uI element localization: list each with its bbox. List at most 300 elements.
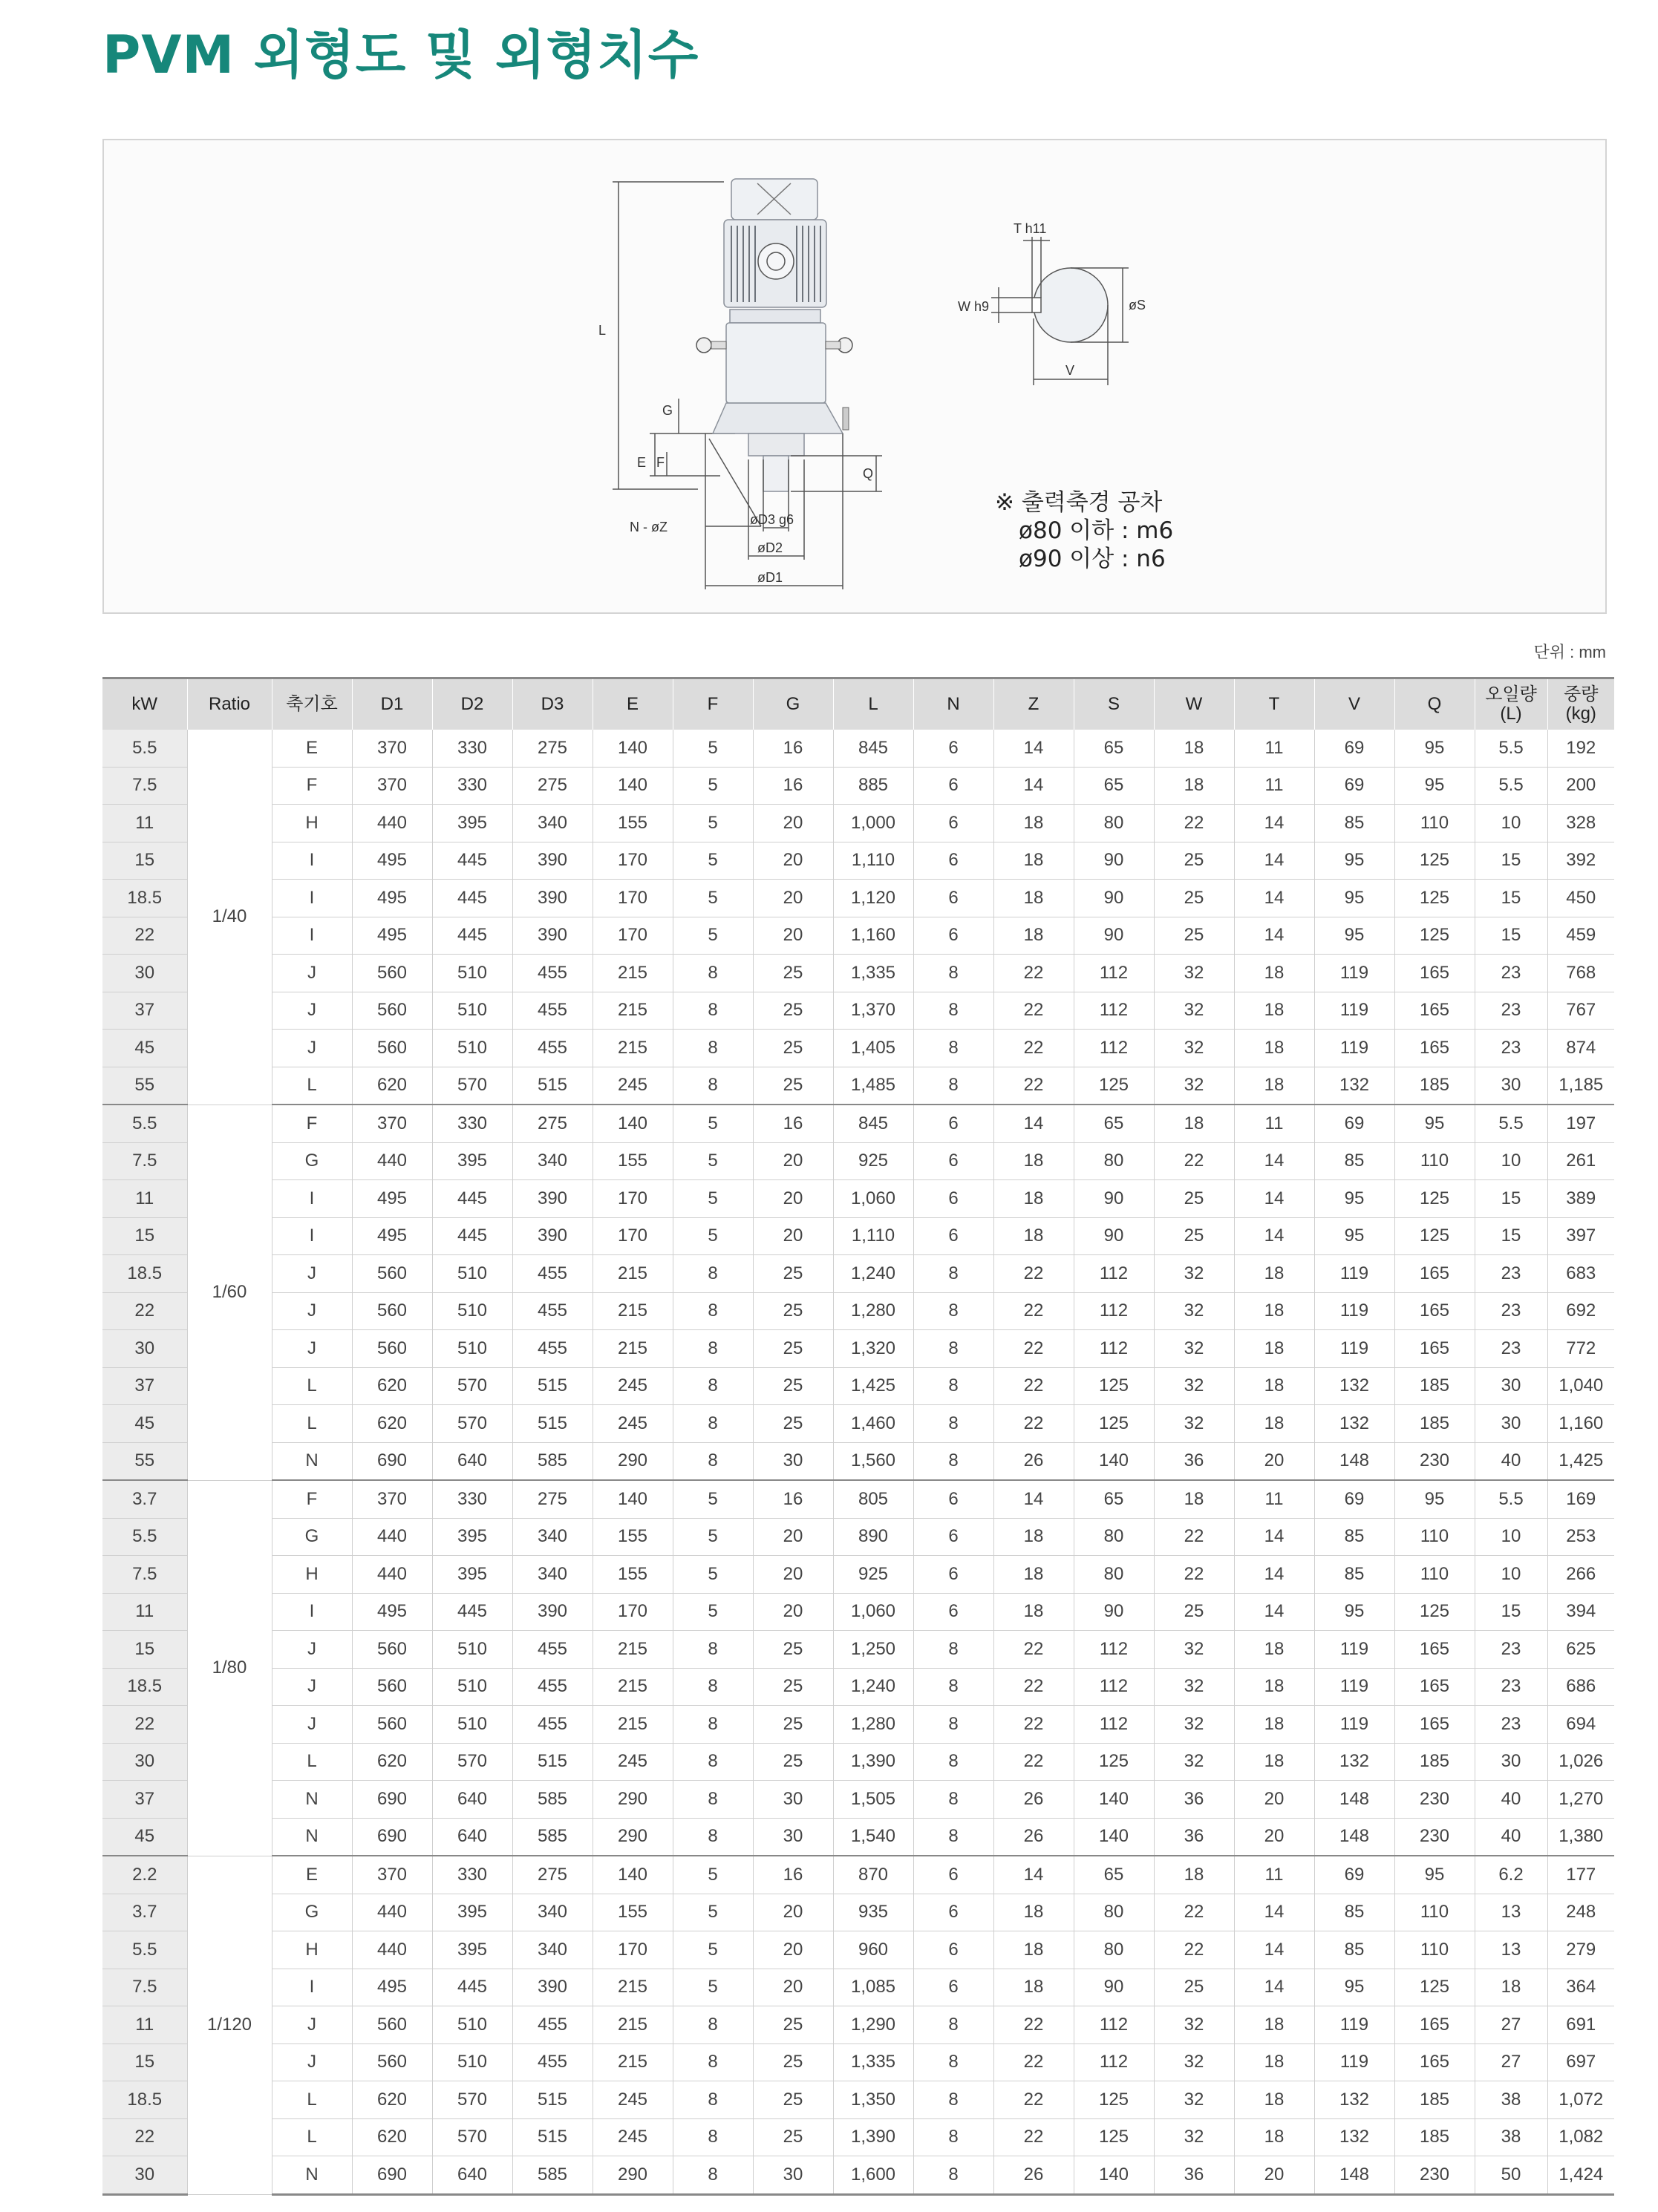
table-cell: 18 [1234, 1668, 1314, 1706]
table-cell: 8 [673, 1743, 753, 1781]
table-cell: 170 [593, 842, 673, 880]
table-cell: 1,240 [833, 1255, 913, 1293]
table-cell: 165 [1394, 2044, 1475, 2081]
kw-cell: 18.5 [102, 1255, 187, 1293]
table-cell: 112 [1074, 1668, 1154, 1706]
kw-cell: 18.5 [102, 1668, 187, 1706]
column-header: Z [993, 678, 1074, 730]
table-cell: 495 [352, 1969, 432, 2006]
table-cell: 275 [512, 730, 593, 767]
table-cell: 570 [432, 1067, 512, 1105]
table-cell: 215 [593, 1330, 673, 1368]
dim-l-label: L [598, 323, 607, 338]
table-cell: 230 [1394, 1818, 1475, 1856]
table-cell: 148 [1314, 1818, 1394, 1856]
table-row [102, 2118, 1614, 2156]
table-cell: 95 [1314, 1180, 1394, 1218]
table-cell: 8 [913, 955, 993, 992]
table-cell: 112 [1074, 955, 1154, 992]
table-cell: 22 [993, 1706, 1074, 1744]
table-cell: 560 [352, 992, 432, 1030]
table-cell: 95 [1394, 1105, 1475, 1142]
table-cell: 620 [352, 1743, 432, 1781]
table-cell: 65 [1074, 730, 1154, 767]
table-cell: I [272, 1217, 352, 1255]
table-cell: 20 [1234, 1818, 1314, 1856]
table-cell: 1,460 [833, 1405, 913, 1443]
table-cell: 148 [1314, 1781, 1394, 1819]
table-cell: 390 [512, 842, 593, 880]
table-cell: 5 [673, 1142, 753, 1180]
table-cell: 69 [1314, 1480, 1394, 1518]
table-cell: 18 [993, 805, 1074, 842]
table-cell: 1,540 [833, 1818, 913, 1856]
table-cell: 23 [1475, 955, 1547, 992]
table-cell: 165 [1394, 1255, 1475, 1293]
table-row [102, 1142, 1614, 1180]
table-cell: 560 [352, 1668, 432, 1706]
table-cell: 1,350 [833, 2081, 913, 2119]
dim-d2-label: øD2 [757, 540, 783, 555]
table-cell: 22 [993, 992, 1074, 1030]
table-cell: 560 [352, 1292, 432, 1330]
table-cell: 5 [673, 917, 753, 955]
table-cell: G [272, 1518, 352, 1556]
table-cell: 691 [1547, 2006, 1614, 2044]
table-cell: 395 [432, 1518, 512, 1556]
table-cell: 8 [913, 1668, 993, 1706]
table-cell: 340 [512, 1556, 593, 1594]
table-cell: 119 [1314, 2006, 1394, 2044]
table-cell: 20 [753, 1894, 833, 1931]
table-cell: 18 [1234, 2081, 1314, 2119]
table-cell: 560 [352, 2006, 432, 2044]
table-cell: 14 [1234, 1142, 1314, 1180]
table-cell: 112 [1074, 2044, 1154, 2081]
table-cell: F [272, 1105, 352, 1142]
table-cell: 1,120 [833, 880, 913, 917]
table-cell: 25 [753, 1255, 833, 1293]
table-cell: 1,085 [833, 1969, 913, 2006]
table-cell: 18 [993, 880, 1074, 917]
table-cell: 570 [432, 1405, 512, 1443]
table-cell: 25 [753, 1330, 833, 1368]
table-cell: 5 [673, 730, 753, 767]
table-cell: 620 [352, 2118, 432, 2156]
table-cell: 694 [1547, 1706, 1614, 1744]
table-cell: 5 [673, 1856, 753, 1894]
table-cell: 32 [1154, 1367, 1234, 1405]
table-cell: 495 [352, 1593, 432, 1631]
table-cell: 6 [913, 1105, 993, 1142]
table-cell: 95 [1314, 1969, 1394, 2006]
column-header: kW [102, 678, 187, 730]
table-cell: 230 [1394, 2156, 1475, 2195]
table-cell: 328 [1547, 805, 1614, 842]
table-cell: 6 [913, 1480, 993, 1518]
table-cell: 8 [913, 2044, 993, 2081]
table-cell: 935 [833, 1894, 913, 1931]
table-cell: 85 [1314, 805, 1394, 842]
table-cell: 390 [512, 1217, 593, 1255]
table-cell: 640 [432, 1781, 512, 1819]
table-cell: 23 [1475, 992, 1547, 1030]
table-cell: 32 [1154, 1255, 1234, 1293]
table-cell: 6 [913, 805, 993, 842]
table-cell: 22 [993, 2081, 1074, 2119]
table-cell: J [272, 992, 352, 1030]
table-cell: 18 [1154, 767, 1234, 805]
table-cell: 510 [432, 2044, 512, 2081]
table-cell: 90 [1074, 1593, 1154, 1631]
table-row [102, 1631, 1614, 1669]
table-cell: H [272, 805, 352, 842]
table-cell: 11 [1234, 1105, 1314, 1142]
table-cell: 22 [993, 955, 1074, 992]
table-cell: 455 [512, 1330, 593, 1368]
table-cell: 215 [593, 1292, 673, 1330]
table-cell: 6 [913, 842, 993, 880]
table-cell: 370 [352, 767, 432, 805]
table-cell: 570 [432, 2118, 512, 2156]
table-cell: 874 [1547, 1030, 1614, 1067]
table-cell: 1,280 [833, 1706, 913, 1744]
table-cell: 125 [1074, 2081, 1154, 2119]
table-cell: 18 [993, 1593, 1074, 1631]
table-cell: 620 [352, 1367, 432, 1405]
table-cell: 18 [1234, 1330, 1314, 1368]
table-cell: 8 [673, 2156, 753, 2195]
table-cell: 18 [1234, 2118, 1314, 2156]
table-cell: 1,485 [833, 1067, 913, 1105]
table-cell: 155 [593, 805, 673, 842]
table-cell: 125 [1394, 1180, 1475, 1218]
table-row [102, 1292, 1614, 1330]
table-cell: 370 [352, 1480, 432, 1518]
table-cell: 8 [673, 955, 753, 992]
table-row [102, 805, 1614, 842]
table-cell: 248 [1547, 1894, 1614, 1931]
table-cell: 620 [352, 2081, 432, 2119]
table-cell: 1,425 [1547, 1442, 1614, 1480]
column-header: 축기호 [272, 678, 352, 730]
table-cell: 14 [1234, 1931, 1314, 1969]
table-cell: 132 [1314, 2081, 1394, 2119]
table-cell: 85 [1314, 1894, 1394, 1931]
table-cell: 170 [593, 1593, 673, 1631]
kw-cell: 22 [102, 2118, 187, 2156]
table-cell: 185 [1394, 1743, 1475, 1781]
table-cell: 215 [593, 1030, 673, 1067]
table-row [102, 1668, 1614, 1706]
table-cell: 90 [1074, 1217, 1154, 1255]
table-cell: L [272, 2081, 352, 2119]
table-cell: 125 [1394, 880, 1475, 917]
table-cell: 110 [1394, 1142, 1475, 1180]
table-cell: 690 [352, 1442, 432, 1480]
table-cell: 112 [1074, 992, 1154, 1030]
table-cell: 80 [1074, 1518, 1154, 1556]
table-cell: 6 [913, 1518, 993, 1556]
table-cell: 30 [1475, 1743, 1547, 1781]
table-cell: 1,370 [833, 992, 913, 1030]
table-cell: 132 [1314, 1067, 1394, 1105]
table-cell: 20 [753, 842, 833, 880]
table-cell: 8 [913, 1706, 993, 1744]
page-title: PVM 외형도 및 외형치수 [102, 24, 699, 85]
table-cell: 18 [993, 1556, 1074, 1594]
table-cell: 25 [753, 2006, 833, 2044]
table-cell: 18 [1234, 1706, 1314, 1744]
table-cell: 515 [512, 1743, 593, 1781]
kw-cell: 30 [102, 1743, 187, 1781]
table-cell: 95 [1314, 1217, 1394, 1255]
column-header: 오일량 (L) [1475, 678, 1547, 730]
table-cell: 119 [1314, 1030, 1394, 1067]
table-cell: 275 [512, 1856, 593, 1894]
table-cell: 155 [593, 1894, 673, 1931]
table-cell: I [272, 917, 352, 955]
table-cell: 340 [512, 1931, 593, 1969]
table-row [102, 880, 1614, 917]
table-cell: 570 [432, 1743, 512, 1781]
table-row [102, 1105, 1614, 1142]
table-cell: 80 [1074, 1556, 1154, 1594]
table-cell: 95 [1394, 767, 1475, 805]
table-cell: 15 [1475, 917, 1547, 955]
table-cell: 925 [833, 1556, 913, 1594]
table-cell: F [272, 1480, 352, 1518]
table-cell: 370 [352, 730, 432, 767]
table-cell: 261 [1547, 1142, 1614, 1180]
table-cell: 870 [833, 1856, 913, 1894]
table-cell: 245 [593, 1367, 673, 1405]
table-cell: 18 [1234, 1405, 1314, 1443]
table-cell: 65 [1074, 1480, 1154, 1518]
table-cell: 215 [593, 1255, 673, 1293]
table-cell: 6.2 [1475, 1856, 1547, 1894]
table-cell: 459 [1547, 917, 1614, 955]
table-cell: E [272, 1856, 352, 1894]
table-cell: N [272, 1818, 352, 1856]
table-cell: 6 [913, 917, 993, 955]
table-cell: 395 [432, 1556, 512, 1594]
table-row [102, 730, 1614, 767]
table-cell: 132 [1314, 2118, 1394, 2156]
table-cell: 8 [673, 1367, 753, 1405]
kw-cell: 30 [102, 2156, 187, 2195]
table-cell: 16 [753, 1105, 833, 1142]
kw-cell: 7.5 [102, 767, 187, 805]
table-cell: 85 [1314, 1556, 1394, 1594]
table-cell: 1,390 [833, 2118, 913, 2156]
table-cell: 69 [1314, 1856, 1394, 1894]
table-cell: 640 [432, 2156, 512, 2195]
table-cell: 215 [593, 955, 673, 992]
table-row [102, 1180, 1614, 1218]
table-cell: 560 [352, 1631, 432, 1669]
table-cell: 620 [352, 1067, 432, 1105]
table-cell: 22 [1154, 805, 1234, 842]
table-cell: 6 [913, 1556, 993, 1594]
table-cell: 119 [1314, 1292, 1394, 1330]
table-cell: 22 [993, 1330, 1074, 1368]
table-cell: 8 [913, 2156, 993, 2195]
table-cell: J [272, 955, 352, 992]
table-cell: 20 [753, 1969, 833, 2006]
table-cell: 245 [593, 2081, 673, 2119]
table-cell: I [272, 842, 352, 880]
table-cell: 30 [1475, 1067, 1547, 1105]
table-cell: 125 [1394, 1593, 1475, 1631]
table-cell: 32 [1154, 1743, 1234, 1781]
table-cell: 625 [1547, 1631, 1614, 1669]
table-cell: 23 [1475, 1330, 1547, 1368]
table-cell: 26 [993, 1781, 1074, 1819]
kw-cell: 3.7 [102, 1894, 187, 1931]
table-cell: 390 [512, 880, 593, 917]
table-cell: 125 [1394, 917, 1475, 955]
table-cell: 14 [1234, 842, 1314, 880]
dim-nz-label: N - øZ [630, 520, 668, 534]
table-cell: 22 [993, 2006, 1074, 2044]
table-cell: 768 [1547, 955, 1614, 992]
table-cell: 125 [1394, 842, 1475, 880]
table-cell: 30 [1475, 1405, 1547, 1443]
table-cell: 18 [993, 1180, 1074, 1218]
table-cell: 26 [993, 1442, 1074, 1480]
table-cell: L [272, 1067, 352, 1105]
table-cell: F [272, 767, 352, 805]
kw-cell: 15 [102, 1631, 187, 1669]
kw-cell: 11 [102, 1593, 187, 1631]
table-row [102, 955, 1614, 992]
column-header: 중량 (kg) [1547, 678, 1614, 730]
table-cell: 177 [1547, 1856, 1614, 1894]
table-cell: 140 [593, 1105, 673, 1142]
column-header: V [1314, 678, 1394, 730]
table-cell: 32 [1154, 1330, 1234, 1368]
table-cell: 455 [512, 1255, 593, 1293]
table-cell: 95 [1314, 842, 1394, 880]
table-cell: 119 [1314, 992, 1394, 1030]
table-cell: 20 [753, 805, 833, 842]
table-cell: 290 [593, 1818, 673, 1856]
table-cell: 397 [1547, 1217, 1614, 1255]
table-row [102, 992, 1614, 1030]
table-cell: 5.5 [1475, 1105, 1547, 1142]
table-cell: 8 [913, 1743, 993, 1781]
table-cell: 32 [1154, 1668, 1234, 1706]
table-cell: N [272, 1442, 352, 1480]
table-cell: 1,390 [833, 1743, 913, 1781]
table-cell: 32 [1154, 1706, 1234, 1744]
table-cell: 5 [673, 1518, 753, 1556]
table-cell: 185 [1394, 1405, 1475, 1443]
table-cell: 20 [1234, 1442, 1314, 1480]
column-header: G [753, 678, 833, 730]
kw-cell: 15 [102, 2044, 187, 2081]
table-row [102, 1931, 1614, 1969]
dim-t-label: T h11 [1014, 221, 1047, 236]
table-cell: 165 [1394, 1668, 1475, 1706]
table-cell: 960 [833, 1931, 913, 1969]
table-cell: 14 [1234, 1593, 1314, 1631]
table-cell: 279 [1547, 1931, 1614, 1969]
table-cell: 90 [1074, 842, 1154, 880]
table-cell: 370 [352, 1105, 432, 1142]
table-cell: 25 [753, 2044, 833, 2081]
kw-cell: 55 [102, 1067, 187, 1105]
tolerance-note [995, 488, 1173, 573]
kw-cell: 22 [102, 1292, 187, 1330]
dim-d1-label: øD1 [757, 570, 783, 585]
table-cell: 22 [993, 1067, 1074, 1105]
table-cell: 32 [1154, 1030, 1234, 1067]
table-cell: 140 [1074, 1442, 1154, 1480]
table-cell: 192 [1547, 730, 1614, 767]
table-cell: 8 [913, 1067, 993, 1105]
table-cell: 1,060 [833, 1180, 913, 1218]
table-cell: 290 [593, 1442, 673, 1480]
table-cell: 32 [1154, 2081, 1234, 2119]
table-cell: 1,240 [833, 1668, 913, 1706]
table-cell: 20 [753, 880, 833, 917]
table-cell: 5 [673, 805, 753, 842]
table-cell: 8 [913, 1405, 993, 1443]
table-cell: L [272, 1743, 352, 1781]
table-cell: 8 [673, 1706, 753, 1744]
table-cell: 25 [753, 1067, 833, 1105]
table-cell: 5 [673, 842, 753, 880]
ratio-cell: 1/120 [187, 1856, 272, 2194]
table-cell: 6 [913, 1931, 993, 1969]
table-row [102, 1030, 1614, 1067]
table-cell: 445 [432, 917, 512, 955]
table-cell: 16 [753, 767, 833, 805]
table-cell: 14 [993, 1105, 1074, 1142]
table-cell: 22 [1154, 1894, 1234, 1931]
table-cell: 95 [1394, 1480, 1475, 1518]
table-cell: 119 [1314, 1631, 1394, 1669]
table-cell: 8 [913, 1330, 993, 1368]
kw-cell: 22 [102, 1706, 187, 1744]
table-cell: 112 [1074, 1030, 1154, 1067]
table-row [102, 1405, 1614, 1443]
table-cell: 36 [1154, 1818, 1234, 1856]
table-cell: 18 [1234, 1067, 1314, 1105]
table-cell: 1,280 [833, 1292, 913, 1330]
table-cell: 290 [593, 2156, 673, 2195]
kw-cell: 11 [102, 805, 187, 842]
table-cell: 18 [993, 1518, 1074, 1556]
unit-label: 단위 : mm [1533, 643, 1606, 661]
table-cell: 25 [1154, 1593, 1234, 1631]
table-cell: 585 [512, 1818, 593, 1856]
table-row [102, 1818, 1614, 1856]
table-cell: 515 [512, 2118, 593, 2156]
table-row [102, 2156, 1614, 2195]
table-cell: 440 [352, 1142, 432, 1180]
table-cell: 23 [1475, 1631, 1547, 1669]
table-cell: 510 [432, 1330, 512, 1368]
column-header: D1 [352, 678, 432, 730]
table-cell: 245 [593, 2118, 673, 2156]
table-cell: 440 [352, 1931, 432, 1969]
table-cell: 510 [432, 2006, 512, 2044]
column-header: D3 [512, 678, 593, 730]
table-cell: 5 [673, 1969, 753, 2006]
